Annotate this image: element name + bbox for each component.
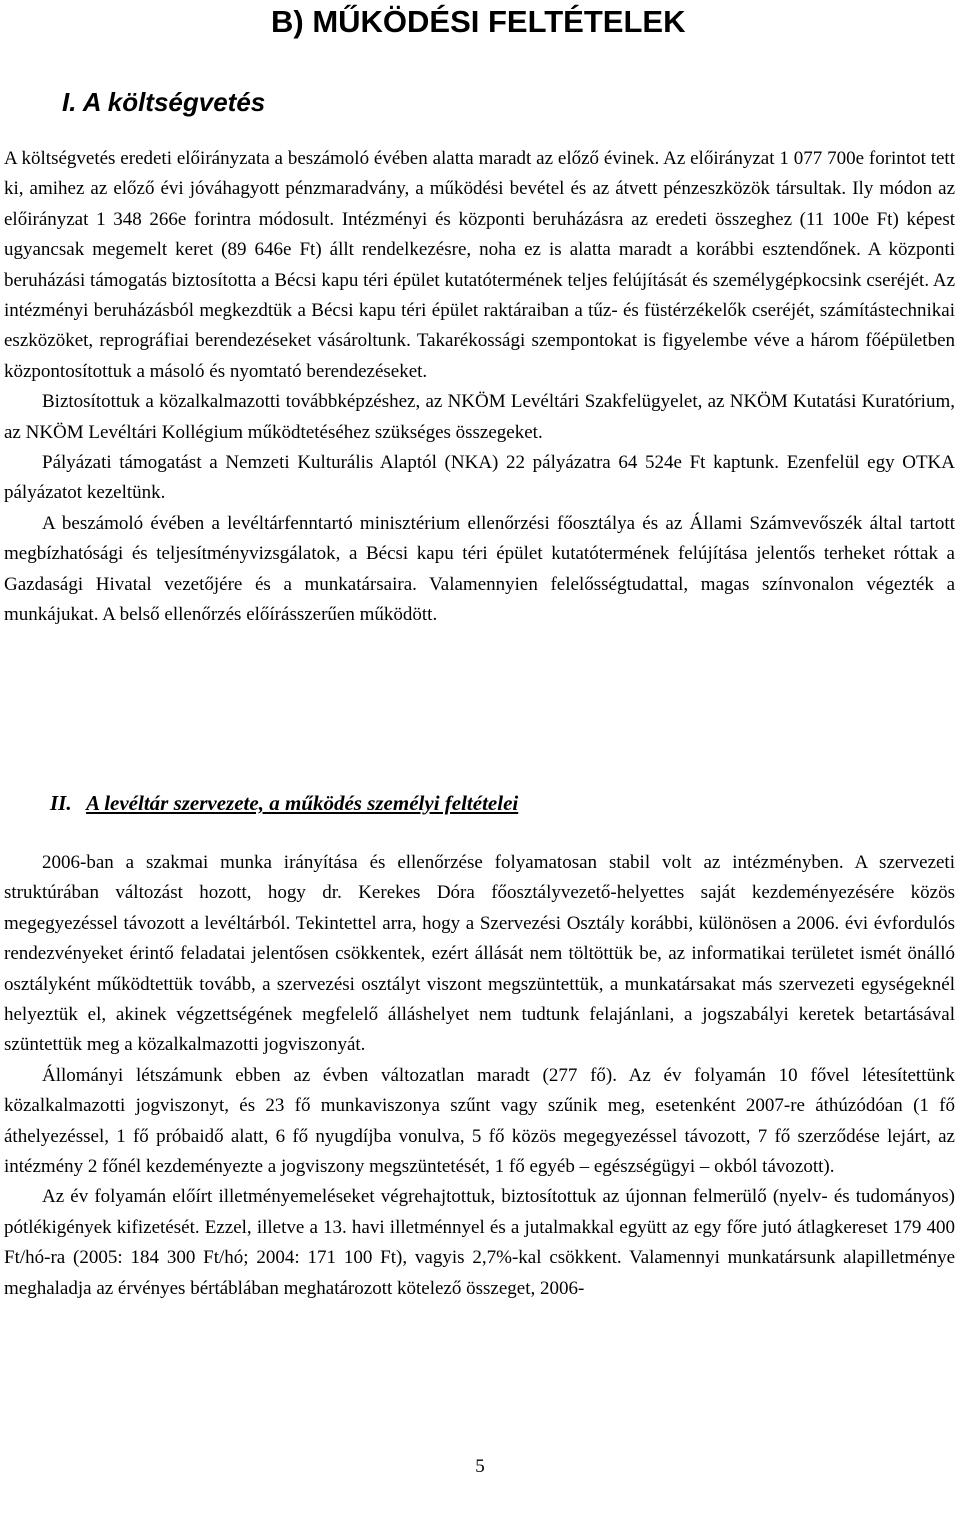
section-2-paragraph-3: Az év folyamán előírt illetményemeléseket végrehajtottuk, biztosítottuk az újonnan felmerülő (nyelv- és tudományos) pótlékigények kifizetését. Ezzel, illetve a 13. havi illetménnyel és a jutalmakkal együtt az egy főre jutó átlagkereset 179 400 Ft/hó-ra (2005: 184 300 Ft/hó; 2004: 171 100 Ft), vagyis 2,7%-kal csökkent. Valamennyi munkatársunk alapilletménye meghaladja az érvényes bértáblában meghatározott kötelező összeget, 2006- <box>4 1186 955 1299</box>
section-2-title: A levéltár szervezete, a működés személyi feltételei <box>86 791 519 815</box>
section-2-body <box>4 848 955 1304</box>
section-2-number: II. <box>50 791 72 815</box>
section-1-body <box>4 144 955 631</box>
section-1-heading: I. A költségvetés <box>62 87 266 117</box>
section-1-paragraph-2: Biztosítottuk a közalkalmazotti továbbképzéshez, az NKÖM Levéltári Szakfelügyelet, az NKÖM Kutatási Kuratórium, az NKÖM Levéltári Kollégium működtetéséhez szükséges összegeket. <box>4 391 955 443</box>
section-1-paragraph-4: A beszámoló évében a levéltárfenntartó minisztérium ellenőrzési főosztálya és az Állami Számvevőszék által tartott megbízhatósági és teljesítményvizsgálatok, a Bécsi kapu téri épület kutatótermének felújítása jelentős terheket róttak a Gazdasági Hivatal vezetőjére és a munkatársaira. Valamennyien felelősségtudattal, magas színvonalon végezték a munkájukat. A belső ellenőrzés előírásszerűen működött. <box>4 512 955 626</box>
page-number: 5 <box>475 1456 485 1477</box>
section-1-paragraph-3: Pályázati támogatást a Nemzeti Kulturális Alaptól (NKA) 22 pályázatra 64 524e Ft kaptunk. Ezenfelül egy OTKA pályázatot kezeltünk. <box>4 452 955 504</box>
section-1-paragraph-1: A költségvetés eredeti előirányzata a beszámoló évében alatta maradt az előző évinek. Az előirányzat 1 077 700e forintot tett ki, amihez az előző évi jóváhagyott pénzmaradvány, a működési bevétel és az átvett pénzeszközök társultak. Ily módon az előirányzat 1 348 266e forintra módosult. Intézményi és központi beruházásra az eredeti összeghez (11 100e Ft) képest ugyancsak megemelt keret (89 646e Ft) állt rendelkezésre, noha ez is alatta maradt a korábbi esztendőnek. A központi beruházási támogatás biztosította a Bécsi kapu téri épület kutatótermének teljes felújítását és személygépkocsink cseréjét. Az intézményi beruházásból megkezdtük a Bécsi kapu téri épület raktáraiban a tűz- és füstérzékelők cseréjét, számítástechnikai eszközöket, reprográfiai berendezéseket vásároltunk. Takarékossági szempontokat is figyelembe véve a három főépületben központosítottuk a másoló és nyomtató berendezéseket. <box>4 148 955 382</box>
section-2-heading <box>50 788 518 818</box>
main-heading: B) MŰKÖDÉSI FELTÉTELEK <box>271 4 686 39</box>
section-2-paragraph-1: 2006-ban a szakmai munka irányítása és ellenőrzése folyamatosan stabil volt az intézményben. A szervezeti struktúrában változást hozott, hogy dr. Kerekes Dóra főosztályvezető-helyettes saját kezdeményezésére közös megegyezéssel távozott a levéltárból. Tekintettel arra, hogy a Szervezési Osztály korábbi, különösen a 2006. évi évfordulós rendezvényeket érintő feladatai jelentősen csökkentek, ezért állását nem töltöttük be, az informatikai területet ismét önálló osztályként működtettük tovább, a szervezési osztályt viszont megszüntettük, a munkatársakat más szervezeti egységeknél helyeztük el, akinek végzettségének megfelelő álláshelyet nem tudtunk felajánlani, a jogszabályi keretek betartásával szüntettük meg a közalkalmazotti jogviszonyát. <box>4 852 955 1056</box>
section-2-paragraph-2: Állományi létszámunk ebben az évben változatlan maradt (277 fő). Az év folyamán 10 fővel létesítettünk közalkalmazotti jogviszonyt, és 23 fő munkaviszonya szűnt vagy szűnik meg, esetenként 2007-re áthúzódóan (1 fő áthelyezéssel, 1 fő próbaidő alatt, 6 fő nyugdíjba vonulva, 5 fő közös megegyezéssel távozott, 7 fő szerződése lejárt, az intézmény 2 főnél kezdeményezte a jogviszony megszüntetését, 1 fő egyéb – egészségügyi – okból távozott). <box>4 1064 955 1178</box>
